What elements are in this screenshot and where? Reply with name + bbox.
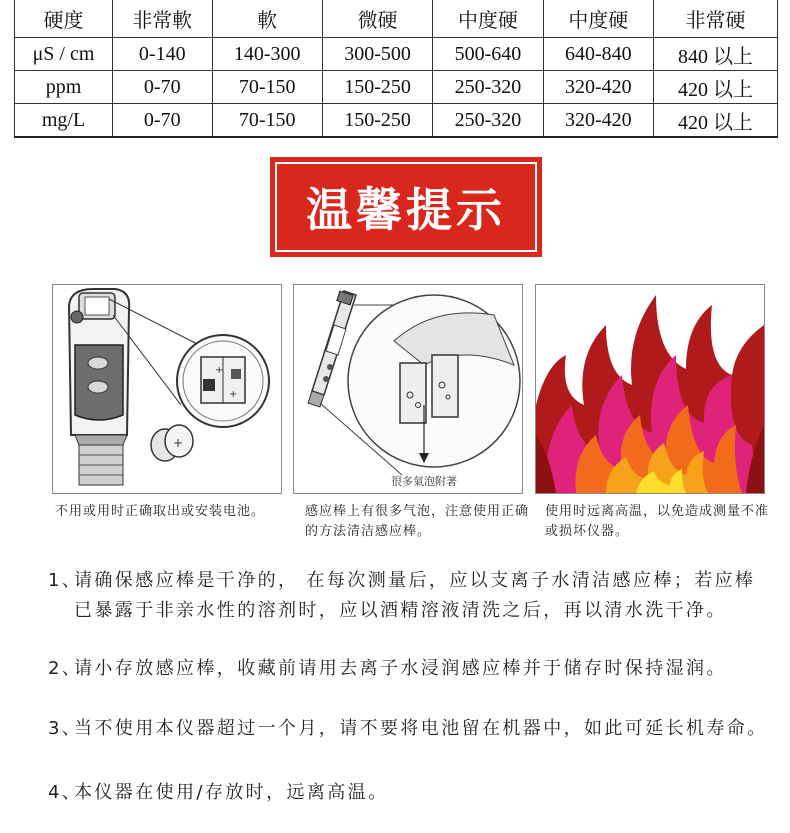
table-cell: 0-70 [113, 71, 213, 104]
note-text: 请小存放感应棒，收藏前请用去离子水浸润感应棒并于储存时保持湿润。 [74, 658, 727, 679]
table-cell: 0-70 [113, 104, 213, 138]
note-text: 请确保感应棒是干净的， 在每次测量后，应以支离子水清洁感应棒；若应棒已暴露于非亲水性的溶剂时，应以酒精溶液清洗之后，再以清水洗干净。 [74, 570, 756, 621]
note-number: 4、 [48, 782, 83, 803]
table-cell: 420 以上 [654, 104, 778, 138]
fire-icon [536, 295, 764, 493]
tip-caption: 感应棒上有很多气泡，注意使用正确的方法清洁感应棒。 [305, 504, 530, 539]
tip-image-fire [535, 284, 765, 494]
note-text: 本仪器在使用/存放时，远离高温。 [74, 782, 389, 803]
svg-text:+: + [173, 436, 184, 450]
table-cell: 300-500 [322, 38, 432, 71]
table-row [15, 71, 778, 104]
note-number: 1、 [48, 570, 83, 591]
table-cell: 640-840 [543, 38, 653, 71]
table-row [15, 104, 778, 138]
tip-caption: 使用时远离高温，以免造成测量不准或损坏仪器。 [545, 504, 770, 539]
note-text: 当不使用本仪器超过一个月，请不要将电池留在机器中，如此可延长机寿命。 [74, 718, 768, 739]
table-header-cell: 軟 [212, 0, 322, 38]
table-cell: μS / cm [15, 38, 113, 71]
coin-battery-icon [151, 425, 193, 461]
table-cell: 0-140 [113, 38, 213, 71]
note-item [48, 714, 768, 744]
tip-image-sensor-bubbles [293, 284, 523, 494]
tips-banner [270, 157, 542, 257]
table-cell: 70-150 [212, 71, 322, 104]
table-header-cell: 非常硬 [654, 0, 778, 38]
table-header-cell: 微硬 [322, 0, 432, 38]
note-item [48, 654, 768, 684]
table-cell: 320-420 [543, 104, 653, 138]
table-cell: 420 以上 [654, 71, 778, 104]
banner-title: 温馨提示 [306, 183, 506, 237]
table-row [15, 38, 778, 71]
svg-text:+: + [215, 365, 224, 376]
table-cell: 140-300 [212, 38, 322, 71]
sensor-zoom-circle [348, 295, 520, 467]
tip-caption: 不用或用时正确取出或安装电池。 [55, 504, 266, 519]
table-header-cell: 中度硬 [543, 0, 653, 38]
table-cell: ppm [15, 71, 113, 104]
bubbles-label: 很多氣泡附著 [391, 475, 457, 488]
hardness-table [14, 0, 778, 138]
table-cell: 320-420 [543, 71, 653, 104]
note-item [48, 778, 768, 808]
table-cell: 70-150 [212, 104, 322, 138]
table-header-cell: 中度硬 [433, 0, 543, 38]
table-cell: 840 以上 [654, 38, 778, 71]
note-number: 3、 [48, 718, 83, 739]
battery-zoom-circle [177, 335, 269, 427]
svg-text:+: + [229, 389, 238, 400]
tip-image-battery [52, 284, 282, 494]
meter-body-illustration [69, 289, 129, 485]
table-header-row [15, 0, 778, 38]
table-cell: 250-320 [433, 104, 543, 138]
table-cell: 500-640 [433, 38, 543, 71]
table-header-cell: 硬度 [15, 0, 113, 38]
table-cell: 150-250 [322, 71, 432, 104]
table-cell: 150-250 [322, 104, 432, 138]
table-cell: 250-320 [433, 71, 543, 104]
table-cell: mg/L [15, 104, 113, 138]
note-item [48, 566, 768, 626]
table-header-cell: 非常軟 [113, 0, 213, 38]
note-number: 2、 [48, 658, 83, 679]
